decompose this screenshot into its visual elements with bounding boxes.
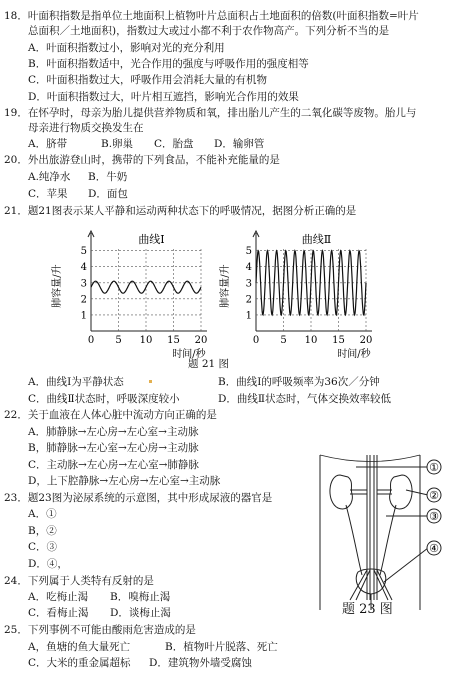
x-tick-label: 0 xyxy=(252,335,260,346)
q23-option-c: C．③ xyxy=(28,541,58,553)
q23-option-b: B，② xyxy=(28,525,57,537)
q19-stem-line2: 母亲进行物质交换发生在 xyxy=(28,122,144,134)
q24-option-c: C．看梅止渴 xyxy=(28,607,89,619)
q19-option-a: A．脐带 xyxy=(28,138,68,150)
q20-option-c: C．苹果 xyxy=(28,188,68,200)
q20-stem: 20．外出旅游登山时，携带的下列食品，不能补充能量的是 xyxy=(4,154,280,166)
label-2: ② xyxy=(429,489,439,502)
y-tick-label: 4 xyxy=(80,262,87,274)
marker-3 xyxy=(427,509,441,523)
label-1: ① xyxy=(429,461,439,474)
y-tick-label: 5 xyxy=(80,246,87,258)
q21-stem: 21．题21图表示某人平静和运动两种状态下的呼吸情况，据图分析正确的是 xyxy=(4,205,357,217)
q24-stem: 24．下列属于人类特有反射的是 xyxy=(4,575,154,587)
q20-option-b: B．牛奶 xyxy=(88,171,128,183)
y-tick-label: 1 xyxy=(245,310,252,322)
chart-title: 曲线Ⅱ xyxy=(301,233,332,246)
y-axis-label: 肺容量/升 xyxy=(220,264,231,308)
q22-option-d: D，上下腔静脉→左心房→左心室→主动脉 xyxy=(28,475,221,487)
q25-option-a: A，鱼塘的鱼大量死亡 xyxy=(28,641,131,653)
x-tick-label: 0 xyxy=(87,335,95,346)
q21-option-c: C．曲线Ⅱ状态时，呼吸深度较小 xyxy=(28,393,180,405)
x-tick-label: 20 xyxy=(359,335,373,346)
marker-4 xyxy=(427,541,441,555)
chart-curve-2 xyxy=(218,231,372,358)
q18-option-b: B．叶面积指数适中，光合作用的强度与呼吸作用的强度相等 xyxy=(28,58,309,70)
chart-curve-1 xyxy=(50,231,207,358)
y-tick-label: 2 xyxy=(245,294,252,306)
q25-option-b: B．植物叶片脱落、死亡 xyxy=(165,641,278,653)
x-tick-label: 20 xyxy=(194,335,208,346)
y-tick-label: 3 xyxy=(80,278,87,290)
q20-option-d: D．面包 xyxy=(88,188,128,200)
q21-option-a: A．曲线Ⅰ为平静状态 xyxy=(28,376,124,388)
label-3: ③ xyxy=(429,510,439,523)
q21-option-b: B．曲线Ⅰ的呼吸频率为36次／分钟 xyxy=(218,376,380,388)
label-4: ④ xyxy=(429,542,439,555)
q18-stem-line1: 18．叶面积指数是指单位土地面积上植物叶片总面积占土地面积的倍数(叶面积指数=叶片 xyxy=(4,10,419,22)
x-axis-label: 时间/秒 xyxy=(172,349,206,358)
q18-stem-line2: 总面积／土地面积)，指数过大或过小都不利于农作物高产。下列分析不当的是 xyxy=(28,25,390,37)
q21-option-d: D．曲线Ⅱ状态时，气体交换效率较低 xyxy=(218,393,392,405)
q23-stem: 23．题23图为泌尿系统的示意图，其中形成尿液的器官是 xyxy=(4,492,273,504)
y-axis-label: 肺容量/升 xyxy=(52,264,63,308)
q25-option-d: D．建筑物外墙受腐蚀 xyxy=(149,657,252,669)
q24-option-d: D．谈梅止渴 xyxy=(110,607,171,619)
x-tick-label: 15 xyxy=(167,335,180,346)
x-tick-label: 15 xyxy=(332,335,345,346)
y-tick-label: 2 xyxy=(80,294,87,306)
q18-option-a: A．叶面积指数过小，影响对光的充分利用 xyxy=(28,42,225,54)
q19-option-d: D．输卵管 xyxy=(214,138,265,150)
q18-option-c: C．叶面积指数过大，呼吸作用会消耗大量的有机物 xyxy=(28,74,268,86)
q23-option-a: A．① xyxy=(28,508,57,520)
q20-option-a: A.纯净水 xyxy=(28,171,71,183)
chart-title: 曲线Ⅰ xyxy=(138,233,165,246)
q18-option-d: D．叶面积指数过大，叶片相互遮挡，影响光合作用的效果 xyxy=(28,91,299,103)
x-tick-label: 5 xyxy=(280,335,287,346)
q21-figure xyxy=(0,218,462,358)
y-tick-label: 4 xyxy=(245,262,252,274)
q19-option-b: B.卵巢 xyxy=(101,138,134,150)
q22-option-c: C．主动脉→左心房→左心室→肺静脉 xyxy=(28,459,199,471)
q19-stem-line1: 19．在怀孕时，母亲为胎儿提供营养物质和氧，排出胎儿产生的二氧化碳等废物。胎儿与 xyxy=(4,107,417,119)
q23-figure-caption: 题 23 图 xyxy=(342,602,393,617)
x-axis-label: 时间/秒 xyxy=(337,349,371,358)
x-tick-label: 10 xyxy=(139,335,153,346)
yellow-dot-mark xyxy=(149,380,152,383)
q24-option-b: B．嗅梅止渴 xyxy=(110,591,171,603)
q25-stem: 25．下列事例不可能由酸雨危害造成的是 xyxy=(4,624,196,636)
y-tick-label: 3 xyxy=(245,278,252,290)
y-tick-label: 1 xyxy=(80,310,87,322)
marker-1 xyxy=(427,460,441,474)
y-tick-label: 5 xyxy=(245,246,252,258)
marker-2 xyxy=(427,488,441,502)
q25-option-c: C．大米的重金属超标 xyxy=(28,657,131,669)
x-tick-label: 10 xyxy=(304,335,318,346)
q22-option-b: B，肺静脉→左心室→左心房→主动脉 xyxy=(28,442,199,454)
q22-option-a: A．肺静脉→左心房→左心室→主动脉 xyxy=(28,426,199,438)
x-tick-label: 5 xyxy=(115,335,122,346)
q23-option-d: D．④， xyxy=(28,558,68,570)
q24-option-a: A．吃梅止渴 xyxy=(28,591,89,603)
q22-stem: 22．关于血液在人体心脏中流动方向正确的是 xyxy=(4,409,217,421)
q21-figure-caption: 题 21 图 xyxy=(188,358,230,370)
q19-option-c: C．胎盘 xyxy=(154,138,194,150)
